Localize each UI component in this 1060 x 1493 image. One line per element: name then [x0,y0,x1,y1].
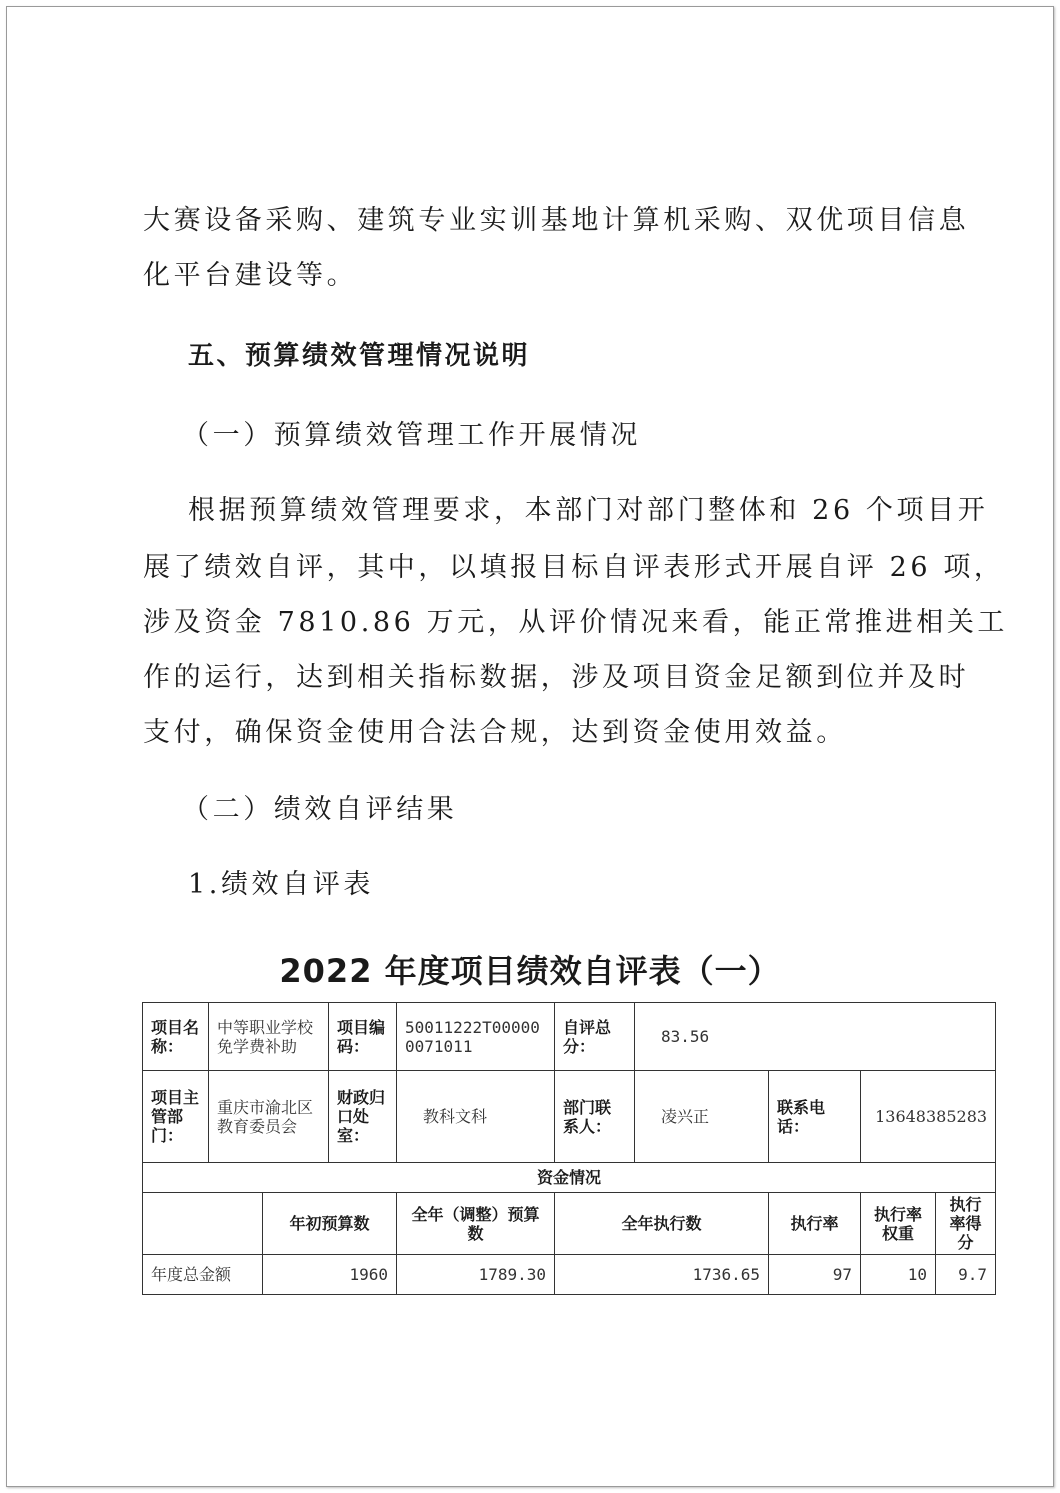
row-label: 年度总金额 [143,1255,263,1295]
table-title: 2022 年度项目绩效自评表（一） [279,952,781,990]
body-line-2: 展了绩效自评，其中，以填报目标自评表形式开展自评 26 项， [143,552,1005,583]
col-header-execution-rate: 执行率 [769,1193,861,1255]
finance-value: 教科文科 [397,1071,555,1163]
contact-value: 凌兴正 [635,1071,769,1163]
dept-label: 项目主管部门： [143,1071,209,1163]
body-line-4: 作的运行，达到相关指标数据，涉及项目资金足额到位并及时 [143,662,970,693]
subsection-heading-1: （一）预算绩效管理工作开展情况 [182,420,641,451]
table-row [143,1193,996,1255]
cell-adjusted-budget: 1789.30 [397,1255,555,1295]
finance-label: 财政归口处室： [329,1071,397,1163]
cell-rate-weight: 10 [861,1255,936,1295]
empty-header-cell [143,1193,263,1255]
col-header-adjusted-budget: 全年（调整）预算数 [397,1193,555,1255]
phone-value: 13648385283 [861,1071,996,1163]
body-line-5: 支付，确保资金使用合法合规，达到资金使用效益。 [143,717,847,748]
score-value: 83.56 [635,1003,996,1071]
table-row [143,1163,996,1193]
funds-header: 资金情况 [143,1163,996,1193]
cell-initial-budget: 1960 [263,1255,397,1295]
table-row [143,1003,996,1071]
col-header-rate-weight: 执行率权重 [861,1193,936,1255]
project-name-value: 中等职业学校免学费补助 [209,1003,329,1071]
score-label: 自评总分： [555,1003,635,1071]
cell-execution-rate: 97 [769,1255,861,1295]
table-row [143,1255,996,1295]
col-header-rate-score: 执行率得分 [936,1193,996,1255]
dept-value: 重庆市渝北区教育委员会 [209,1071,329,1163]
subsection-heading-2: （二）绩效自评结果 [182,794,458,825]
paragraph-line-2: 化平台建设等。 [143,260,358,291]
project-code-label: 项目编码： [329,1003,397,1071]
cell-rate-score: 9.7 [936,1255,996,1295]
project-code-value: 50011222T000000071011 [397,1003,555,1071]
section-heading: 五、预算绩效管理情况说明 [188,341,531,371]
col-header-executed: 全年执行数 [555,1193,769,1255]
col-header-initial-budget: 年初预算数 [263,1193,397,1255]
paragraph-line-1: 大赛设备采购、建筑专业实训基地计算机采购、双优项目信息 [143,205,970,236]
project-name-label: 项目名称： [143,1003,209,1071]
phone-label: 联系电话： [769,1071,861,1163]
performance-table [142,1002,996,1295]
body-line-1: 根据预算绩效管理要求，本部门对部门整体和 26 个项目开 [188,495,989,526]
cell-executed: 1736.65 [555,1255,769,1295]
table-row [143,1071,996,1163]
item-heading: 1.绩效自评表 [188,869,374,900]
contact-label: 部门联系人： [555,1071,635,1163]
body-line-3: 涉及资金 7810.86 万元，从评价情况来看，能正常推进相关工 [143,607,1009,638]
